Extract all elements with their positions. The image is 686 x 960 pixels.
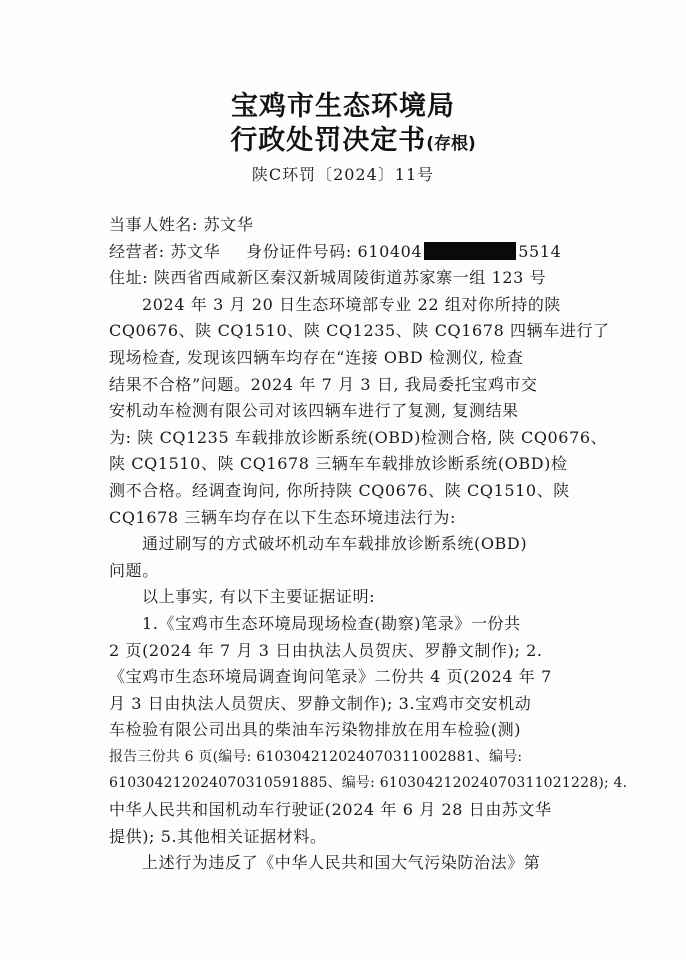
operator-label: 经营者: 苏文华 bbox=[109, 241, 221, 261]
document-text-line: 以上事实, 有以下主要证据证明: bbox=[142, 587, 376, 607]
document-text-line: 上述行为违反了《中华人民共和国大气污染防治法》第 bbox=[142, 853, 541, 873]
id-number-suffix: 5514 bbox=[518, 241, 562, 261]
document-title-type bbox=[10, 118, 686, 157]
document-title-agency: 宝鸡市生态环境局 bbox=[231, 91, 455, 122]
document-number: 陕C环罚〔2024〕11号 bbox=[251, 165, 435, 184]
document-text-line: 提供); 5.其他相关证据材料。 bbox=[109, 826, 327, 846]
document-text-line: CQ1678 三辆车均存在以下生态环境违法行为: bbox=[109, 507, 456, 527]
document-text-line: 结果不合格”问题。2024 年 7 月 3 日, 我局委托宝鸡市交 bbox=[109, 374, 538, 394]
document-text-lines bbox=[109, 292, 628, 877]
party-name-line: 当事人姓名: 苏文华 bbox=[109, 215, 254, 234]
title-main: 行政处罚决定书 bbox=[230, 125, 427, 156]
party-address-line: 住址: 陕西省西咸新区秦汉新城周陵街道苏家寨一组 123 号 bbox=[109, 268, 547, 288]
document-text-line: 测不合格。经调查询问, 你所持陕 CQ0676、陕 CQ1510、陕 bbox=[109, 480, 570, 500]
party-operator-id-line bbox=[109, 239, 579, 266]
title-suffix: (存根) bbox=[426, 134, 476, 154]
document-text-line: 2 页(2024 年 7 月 3 日由执法人员贺庆、罗静文制作); 2. bbox=[109, 640, 543, 660]
document-text-line: 陕 CQ1510、陕 CQ1678 三辆车车载排放诊断系统(OBD)检 bbox=[109, 454, 568, 474]
document-text-line: 现场检查, 发现该四辆车均存在“连接 OBD 检测仪, 检查 bbox=[109, 347, 524, 367]
document-text-line: 《宝鸡市生态环境局调查询问笔录》二份共 4 页(2024 年 7 bbox=[109, 667, 552, 687]
document-text-line: 中华人民共和国机动车行驶证(2024 年 6 月 28 日由苏文华 bbox=[109, 800, 552, 820]
document-body bbox=[109, 212, 628, 877]
document-text-line: 2024 年 3 月 20 日生态环境部专业 22 组对你所持的陕 bbox=[142, 294, 562, 314]
id-number-label: 身份证件号码: 610404 bbox=[246, 241, 423, 261]
document-text-line: 车检验有限公司出具的柴油车污染物排放在用车检验(测) bbox=[109, 720, 522, 740]
document-text-line: 为: 陕 CQ1235 车载排放诊断系统(OBD)检测合格, 陕 CQ0676、 bbox=[109, 427, 608, 447]
document-text-line: 月 3 日由执法人员贺庆、罗静文制作); 3.宝鸡市交安机动 bbox=[109, 693, 532, 713]
document-text-line: 1.《宝鸡市生态环境局现场检查(勘察)笔录》一份共 bbox=[142, 613, 521, 633]
document-text-line: 安机动车检测有限公司对该四辆车进行了复测, 复测结果 bbox=[109, 401, 519, 421]
document-text-line: 问题。 bbox=[109, 560, 159, 580]
redaction-block bbox=[424, 242, 516, 260]
document-text-line: 通过刷写的方式破坏机动车车载排放诊断系统(OBD) bbox=[142, 534, 528, 554]
document-text-line: CQ0676、陕 CQ1510、陕 CQ1235、陕 CQ1678 四辆车进行了 bbox=[109, 321, 610, 341]
document-text-line: 报告三份共 6 页(编号: 610304212024070311002881、编号: bbox=[109, 748, 523, 765]
document-text-line: 610304212024070310591885、编号: 610304212024070311021228); 4. bbox=[109, 775, 628, 792]
